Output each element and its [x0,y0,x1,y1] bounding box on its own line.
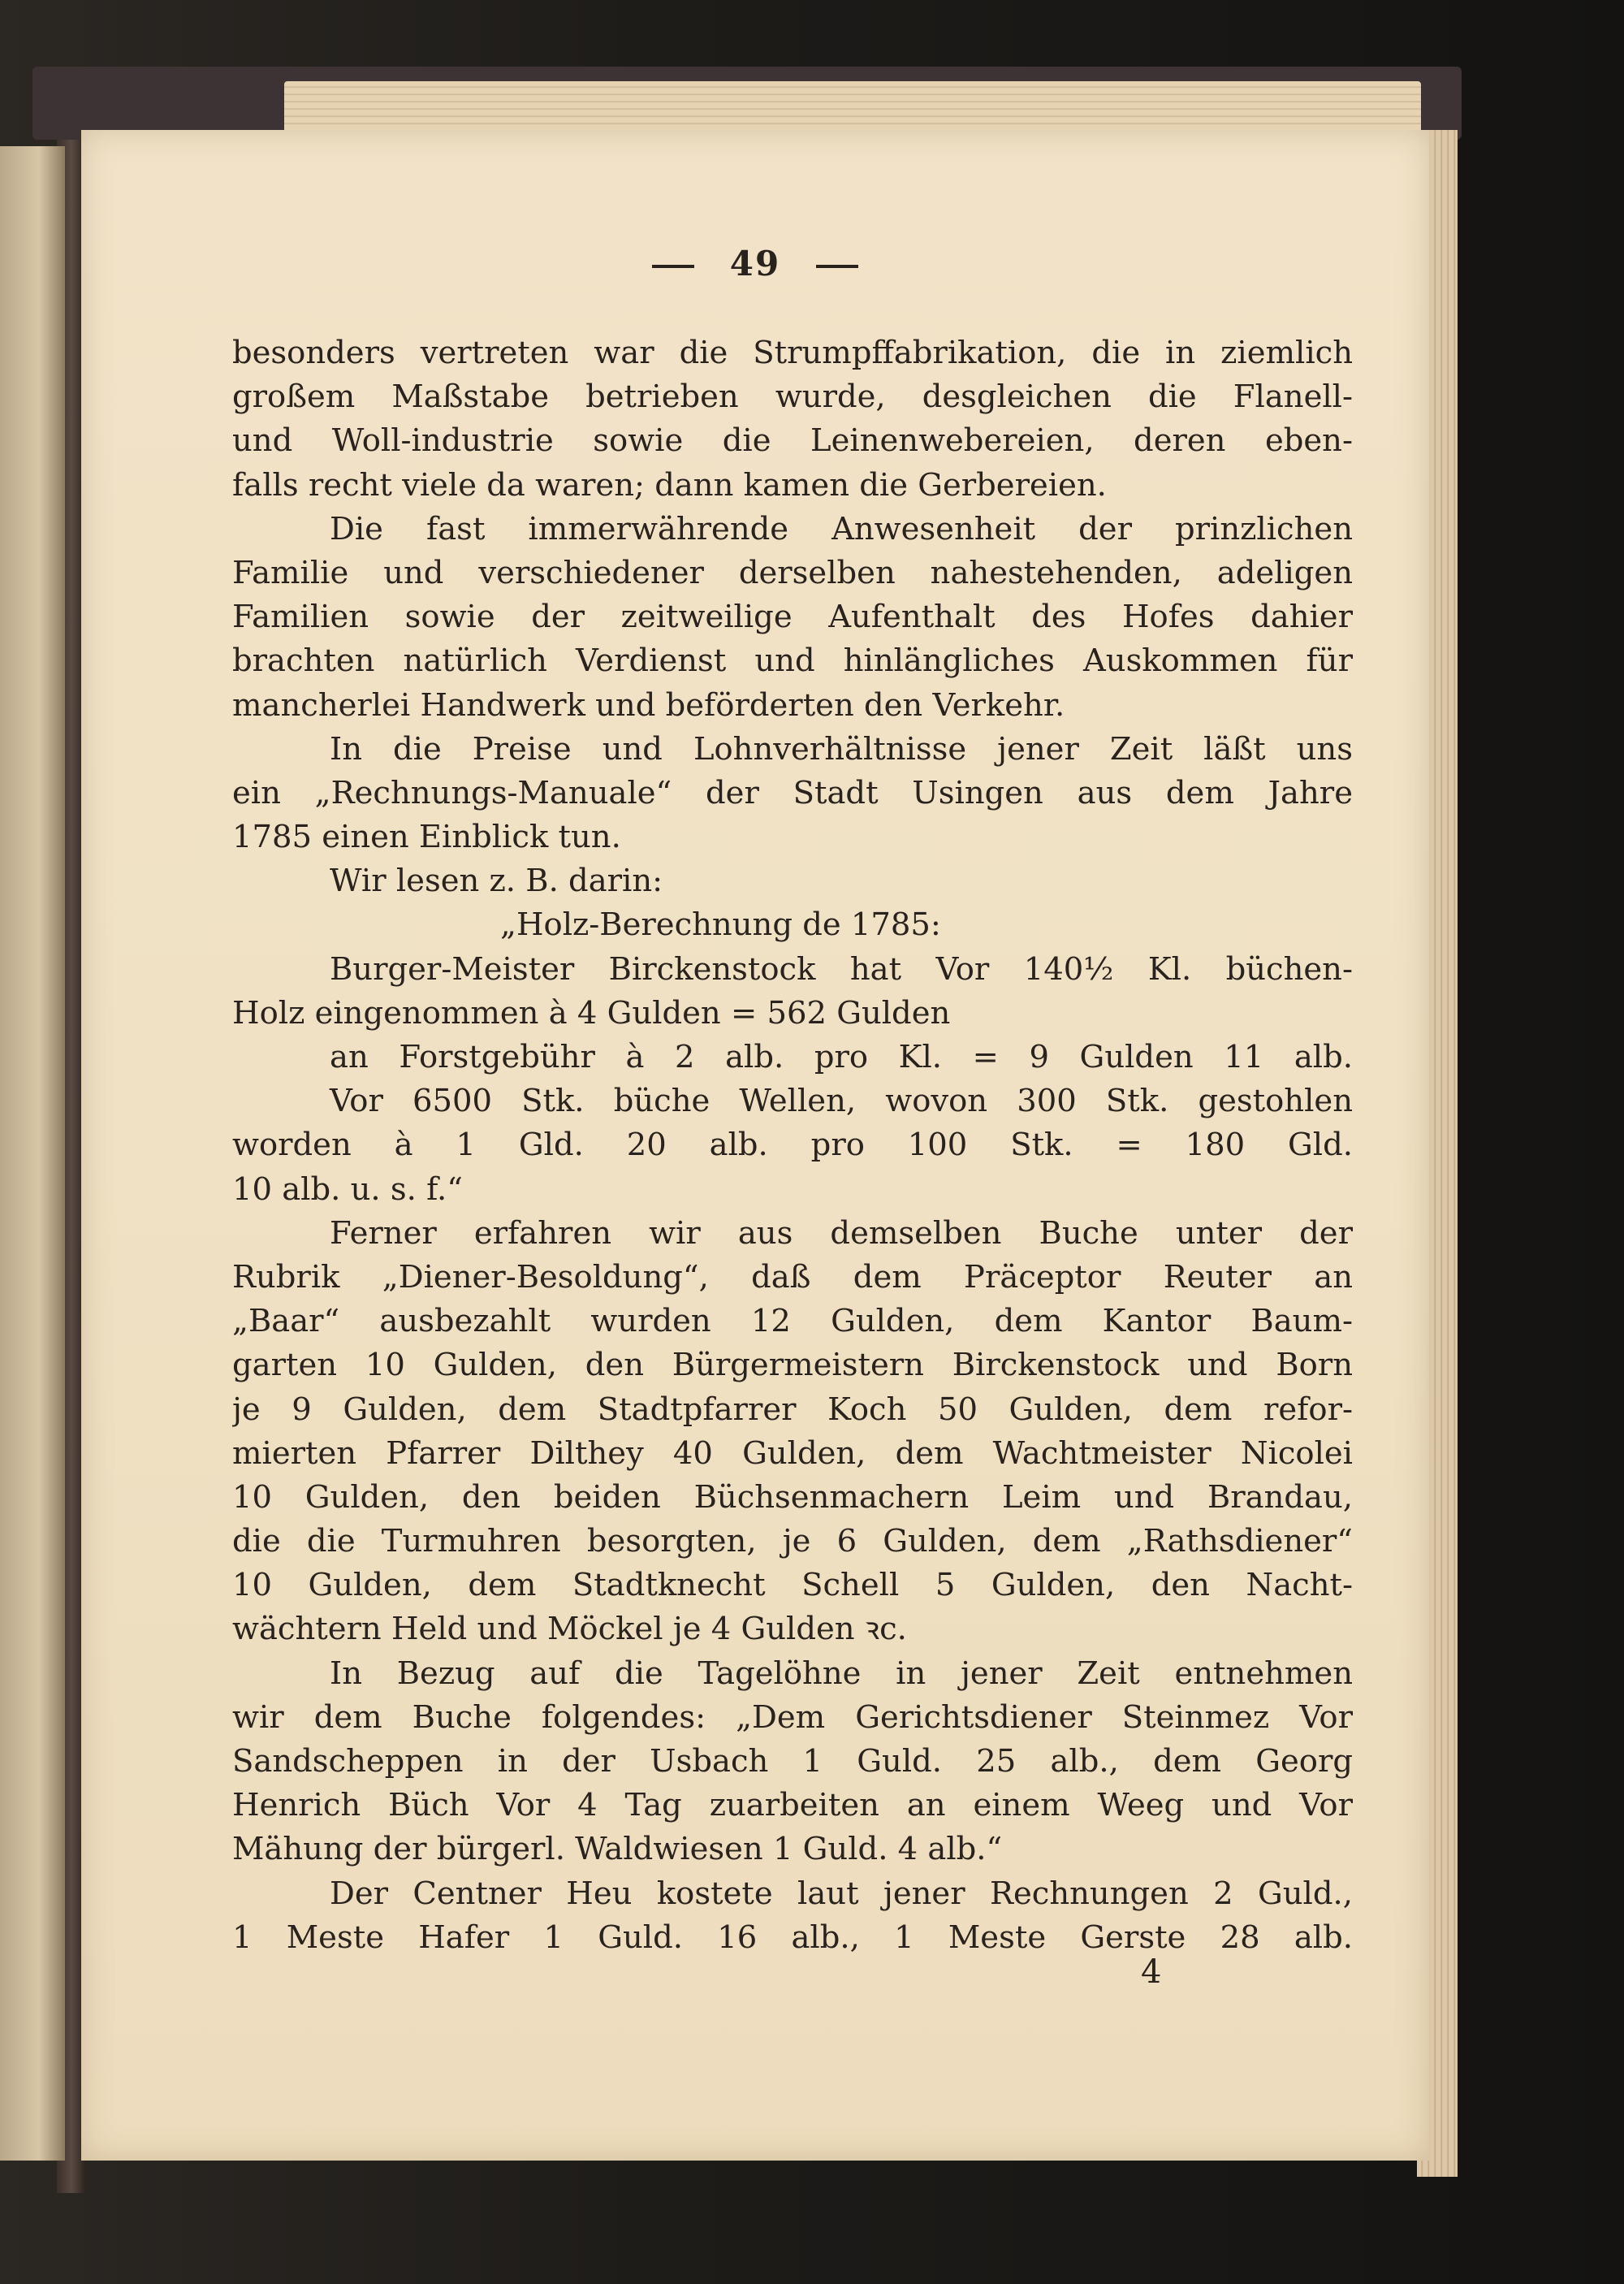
text-line: Familien sowie der zeitweilige Aufenthalt des Hofes dahier [232,599,1353,636]
text-line: Ferner erfahren wir aus demselben Buche unter der [330,1214,1353,1252]
text-line: großem Maßstabe betrieben wurde, desgleichen die Flanell- [232,379,1353,416]
text-line: wächtern Held und Möckel je 4 Gulden ꝛc. [232,1611,907,1648]
text-line: Holz eingenommen à 4 Gulden = 562 Gulden [232,994,951,1032]
header-dash-right [816,265,858,268]
text-line: und Woll-industrie sowie die Leinenwebereien, deren eben- [232,422,1353,460]
text-line: 10 Gulden, den beiden Büchsenmachern Leim und Brandau, [232,1478,1353,1516]
text-line: 1 Meste Hafer 1 Guld. 16 alb., 1 Meste Gerste 28 alb. [232,1918,1353,1956]
text-line: Wir lesen z. B. darin: [330,863,663,900]
header-dash-left [652,265,694,268]
text-line: 10 alb. u. s. f.“ [232,1170,463,1208]
text-line: Henrich Büch Vor 4 Tag zuarbeiten an einem Weeg und Vor [232,1787,1353,1824]
page-header [81,244,1429,283]
signature-mark: 4 [1141,1953,1162,1991]
text-line: an Forstgebühr à 2 alb. pro Kl. = 9 Gulden 11 alb. [330,1039,1353,1075]
text-line: Vor 6500 Stk. büche Wellen, wovon 300 Stk. gestohlen [330,1083,1353,1120]
text-line: Der Centner Heu kostete laut jener Rechnungen 2 Guld., [330,1875,1353,1912]
text-line: „Baar“ ausbezahlt wurden 12 Gulden, dem Kantor Baum- [232,1303,1353,1340]
text-line: In Bezug auf die Tagelöhne in jener Zeit entnehmen [330,1655,1353,1692]
text-line: 10 Gulden, dem Stadtknecht Schell 5 Gulden, den Nacht- [232,1567,1353,1604]
text-line: worden à 1 Gld. 20 alb. pro 100 Stk. = 180 Gld. [232,1127,1353,1164]
text-line: mancherlei Handwerk und beförderten den Verkehr. [232,686,1065,724]
book-page [81,130,1429,2161]
text-line: besonders vertreten war die Strumpffabrikation, die in ziemlich [232,335,1353,371]
text-line: garten 10 Gulden, den Bürgermeistern Birckenstock und Born [232,1347,1353,1384]
text-line: mierten Pfarrer Dilthey 40 Gulden, dem Wachtmeister Nicolei [232,1434,1353,1472]
text-line: falls recht viele da waren; dann kamen die Gerbereien. [232,466,1107,504]
text-line: Rubrik „Diener-Besoldung“, daß dem Präceptor Reuter an [232,1258,1353,1296]
text-line: je 9 Gulden, dem Stadtpfarrer Koch 50 Gulden, dem refor- [232,1391,1353,1428]
body-text [232,331,1353,1960]
text-line: Mähung der bürgerl. Waldwiesen 1 Guld. 4 alb.“ [232,1831,1003,1868]
text-line: ein „Rechnungs-Manuale“ der Stadt Usingen aus dem Jahre [232,774,1353,811]
text-line: Familie und verschiedener derselben nahestehenden, adeligen [232,554,1353,591]
text-line: brachten natürlich Verdienst und hinlängliches Auskommen für [232,642,1353,680]
text-line: Sandscheppen in der Usbach 1 Guld. 25 alb., dem Georg [232,1743,1353,1780]
text-line: In die Preise und Lohnverhältnisse jener Zeit läßt uns [330,730,1353,768]
text-line: die die Turmuhren besorgten, je 6 Gulden, dem „Rathsdiener“ [232,1523,1353,1560]
page-number: 49 [729,244,781,283]
text-line: Die fast immerwährende Anwesenheit der prinzlichen [330,510,1353,547]
text-line: 1785 einen Einblick tun. [232,819,621,856]
text-line: wir dem Buche folgendes: „Dem Gerichtsdiener Steinmez Vor [232,1698,1353,1736]
left-page-edge [0,146,65,2161]
text-line: Burger-Meister Birckenstock hat Vor 140½ Kl. büchen- [330,950,1353,988]
text-line: „Holz-Berechnung de 1785: [500,906,941,944]
